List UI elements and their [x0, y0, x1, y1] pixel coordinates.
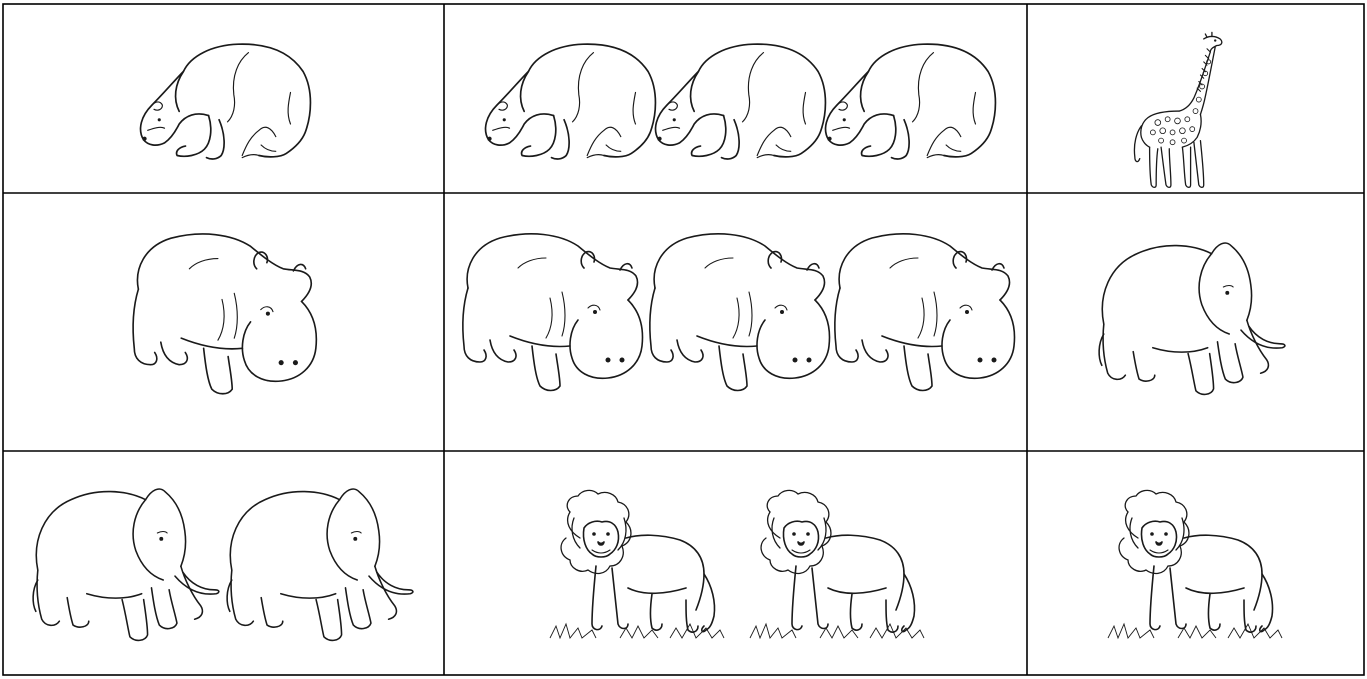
hippopotamus	[835, 234, 1015, 391]
lion	[750, 490, 924, 638]
polar-bear	[141, 44, 311, 159]
cell-r2c2-hippos	[463, 234, 1015, 391]
cell-r2c1-hippo	[133, 234, 316, 394]
elephant	[33, 489, 219, 640]
elephant	[227, 489, 413, 640]
giraffe	[1134, 32, 1221, 187]
lion	[1108, 490, 1282, 638]
cell-r1c1-polar-bear	[141, 44, 311, 159]
elephant	[1099, 243, 1285, 394]
cell-r2c3-elephant	[1099, 243, 1285, 394]
hippopotamus	[650, 234, 830, 391]
cell-r1c3-giraffe	[1134, 32, 1221, 187]
cell-r3c3-lion	[1108, 490, 1282, 638]
lion	[550, 490, 724, 638]
hippopotamus	[463, 234, 643, 391]
cell-r3c2-lions	[550, 490, 924, 638]
hippopotamus	[133, 234, 316, 394]
polar-bear	[826, 44, 996, 159]
polar-bear	[656, 44, 826, 159]
polar-bear	[486, 44, 656, 159]
cell-r1c2-polar-bears	[486, 44, 996, 159]
cell-r3c1-elephants	[33, 489, 413, 640]
grid-lines	[3, 4, 1364, 675]
